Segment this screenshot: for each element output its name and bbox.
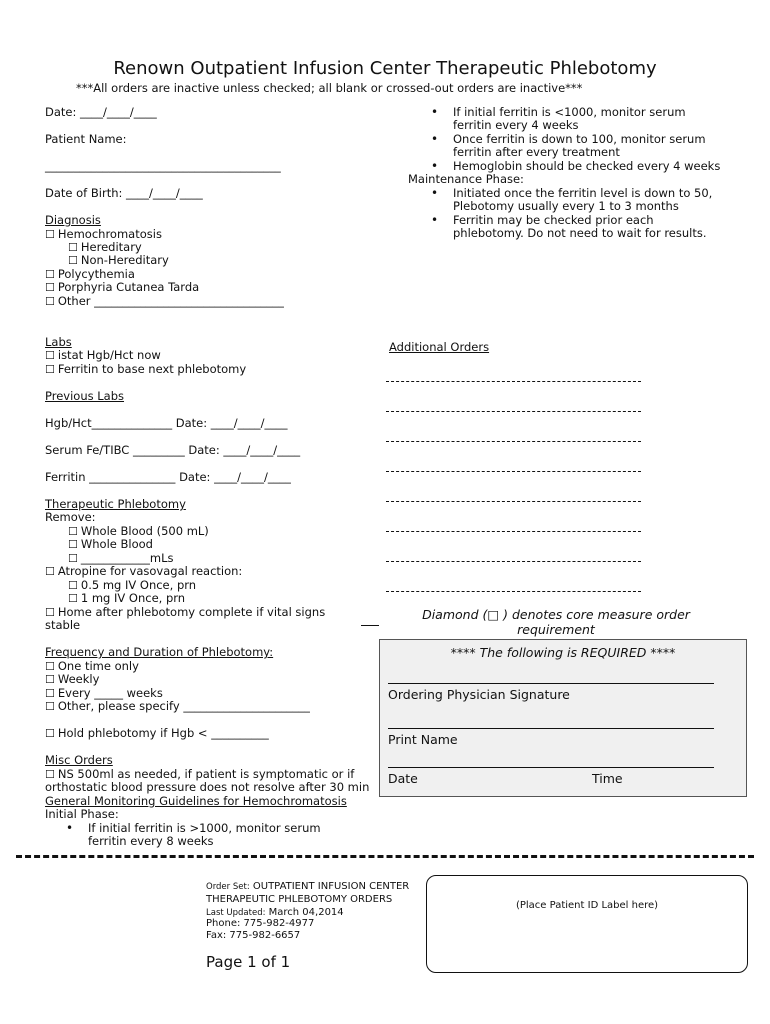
dashed-separator <box>16 855 754 858</box>
list-item: • If initial ferritin is >1000, monitor serum ferritin every 8 weeks <box>62 822 362 849</box>
therapeutic-heading: Therapeutic Phlebotomy <box>45 497 186 511</box>
option-label: Other _________________________________ <box>57 294 284 308</box>
checkbox-icon[interactable]: ☐ <box>45 687 55 700</box>
patient-label-box <box>426 875 748 973</box>
option-label: Whole Blood (500 mL) <box>80 524 209 538</box>
last-updated-value: March 04,2014 <box>268 907 344 918</box>
list-item: • Once ferritin is down to 100, monitor serum ferritin after every treatment <box>427 133 727 160</box>
checkbox-icon[interactable]: ☐ <box>45 768 55 781</box>
patient-name-field[interactable]: _________________________________________ <box>45 159 281 173</box>
option-label: istat Hgb/Hct now <box>57 348 161 362</box>
option-label: Atropine for vasovagal reaction: <box>57 564 243 578</box>
additional-orders-heading: Additional Orders <box>389 340 490 354</box>
checkbox-icon[interactable]: ☐ <box>45 565 55 578</box>
istat-option[interactable] <box>45 349 161 362</box>
option-label: Porphyria Cutanea Tarda <box>57 280 200 294</box>
checkbox-icon[interactable]: ☐ <box>45 660 55 673</box>
option-label: Weekly <box>57 672 100 686</box>
page-title: Renown Outpatient Infusion Center Therapeutic Phlebotomy <box>113 58 657 79</box>
checkbox-icon[interactable]: ☐ <box>45 606 55 619</box>
checkbox-icon[interactable]: ☐ <box>45 727 55 740</box>
signature-label: Ordering Physician Signature <box>388 687 570 702</box>
checkbox-icon[interactable]: ☐ <box>68 552 78 565</box>
diagnosis-heading: Diagnosis <box>45 213 101 227</box>
checkbox-icon[interactable]: ☐ <box>45 281 55 294</box>
date-label: Date <box>388 771 418 786</box>
maintenance-phase-label: Maintenance Phase: <box>408 172 524 186</box>
additional-order-line[interactable] <box>386 471 641 472</box>
list-item: • Hemoglobin should be checked every 4 weeks <box>427 160 727 173</box>
initial-phase-list <box>62 822 362 849</box>
print-name-line[interactable] <box>388 728 714 729</box>
frequency-heading: Frequency and Duration of Phlebotomy: <box>45 645 274 659</box>
checkbox-icon[interactable]: ☐ <box>45 363 55 376</box>
print-name-label: Print Name <box>388 732 458 747</box>
checkbox-icon[interactable]: ☐ <box>68 525 78 538</box>
weekly-option[interactable] <box>45 673 99 686</box>
time-label: Time <box>592 771 623 786</box>
dob-field[interactable]: Date of Birth: ____/____/____ <box>45 186 203 200</box>
option-label: ____________mLs <box>80 551 174 565</box>
checkbox-icon[interactable]: ☐ <box>45 268 55 281</box>
date-time-line[interactable] <box>388 767 714 768</box>
phone: Phone: 775-982-4977 <box>206 918 315 929</box>
option-label: Whole Blood <box>80 537 153 551</box>
checkbox-icon[interactable]: ☐ <box>68 579 78 592</box>
non-hereditary-option[interactable] <box>68 254 169 267</box>
monitoring-heading: General Monitoring Guidelines for Hemochromatosis <box>45 794 347 808</box>
additional-order-line[interactable] <box>386 501 641 502</box>
other-frequency-option[interactable] <box>45 700 310 713</box>
checkbox-icon[interactable]: ☐ <box>68 241 78 254</box>
page-number: Page 1 of 1 <box>206 953 291 971</box>
option-label: Hold phlebotomy if Hgb < __________ <box>57 726 269 740</box>
option-label: One time only <box>57 659 139 673</box>
option-label: Hereditary <box>80 240 142 254</box>
option-label: Every _____ weeks <box>57 686 163 700</box>
checkbox-icon[interactable]: ☐ <box>68 538 78 551</box>
required-heading: **** The following is REQUIRED **** <box>450 645 676 660</box>
labs-heading: Labs <box>45 335 72 349</box>
last-updated-label: Last Updated: <box>206 908 266 918</box>
initial-phase-label: Initial Phase: <box>45 807 119 821</box>
list-item: • Initiated once the ferritin level is down to 50, Plebotomy usually every 1 to 3 months <box>427 187 727 214</box>
diamond-note: Diamond (□ ) denotes core measure order <box>422 607 690 622</box>
order-set <box>206 880 409 894</box>
ns-continuation: orthostatic blood pressure does not resolve after 30 min <box>45 780 370 794</box>
ferritin-base-option[interactable] <box>45 363 246 376</box>
date-field[interactable]: Date: ____/____/____ <box>45 105 157 119</box>
option-label: NS 500ml as needed, if patient is symptomatic or if <box>57 767 355 781</box>
additional-order-line[interactable] <box>386 381 641 382</box>
divider <box>361 625 379 626</box>
whole-blood-option[interactable] <box>68 538 153 551</box>
required-signature-box <box>379 639 747 797</box>
misc-heading: Misc Orders <box>45 753 113 767</box>
other-diagnosis-option[interactable] <box>45 295 284 308</box>
fax: Fax: 775-982-6657 <box>206 930 301 941</box>
previous-labs-heading: Previous Labs <box>45 389 125 403</box>
option-label: Other, please specify ______________________ <box>57 699 310 713</box>
additional-order-line[interactable] <box>386 441 641 442</box>
hgb-hct-field[interactable]: Hgb/Hct______________ Date: ____/____/____ <box>45 416 288 430</box>
option-label: 1 mg IV Once, prn <box>80 591 186 605</box>
option-label: Non-Hereditary <box>80 253 169 267</box>
additional-order-line[interactable] <box>386 561 641 562</box>
checkbox-icon[interactable]: ☐ <box>45 673 55 686</box>
checkbox-icon[interactable]: ☐ <box>68 254 78 267</box>
checkbox-icon[interactable]: ☐ <box>45 295 55 308</box>
page-subtitle: ***All orders are inactive unless checked; all blank or crossed-out orders are inactive*** <box>76 81 583 95</box>
checkbox-icon[interactable]: ☐ <box>68 592 78 605</box>
option-label: 0.5 mg IV Once, prn <box>80 578 197 592</box>
order-set-value: OUTPATIENT INFUSION CENTER <box>252 881 410 892</box>
additional-order-line[interactable] <box>386 531 641 532</box>
additional-order-line[interactable] <box>386 411 641 412</box>
porphyria-option[interactable] <box>45 281 199 294</box>
hold-phlebotomy-option[interactable] <box>45 727 269 740</box>
checkbox-icon[interactable]: ☐ <box>45 349 55 362</box>
checkbox-icon[interactable]: ☐ <box>45 228 55 241</box>
initial-phase-list-cont <box>427 106 727 173</box>
list-item: • If initial ferritin is <1000, monitor serum ferritin every 4 weeks <box>427 106 727 133</box>
option-label: Polycythemia <box>57 267 135 281</box>
additional-order-line[interactable] <box>386 591 641 592</box>
home-after-continuation: stable <box>45 618 81 632</box>
serum-fe-field[interactable]: Serum Fe/TIBC _________ Date: ____/____/____ <box>45 443 301 457</box>
maintenance-phase-list <box>427 187 727 241</box>
home-after-option[interactable] <box>45 606 325 619</box>
signature-line[interactable] <box>388 683 714 684</box>
dose-1-option[interactable] <box>68 592 185 605</box>
order-set-label: Order Set: <box>206 882 250 892</box>
ferritin-field[interactable]: Ferritin _______________ Date: ____/____/____ <box>45 470 291 484</box>
option-label: Hemochromatosis <box>57 227 162 241</box>
option-label: Ferritin to base next phlebotomy <box>57 362 247 376</box>
checkbox-icon[interactable]: ☐ <box>45 700 55 713</box>
list-item: • Ferritin may be checked prior each phlebotomy. Do not need to wait for results. <box>427 214 727 241</box>
patient-label-text: (Place Patient ID Label here) <box>515 900 659 911</box>
order-set-continuation: THERAPEUTIC PHLEBOTOMY ORDERS <box>206 894 393 905</box>
atropine-option[interactable] <box>45 565 242 578</box>
option-label: Home after phlebotomy complete if vital signs <box>57 605 326 619</box>
remove-label: Remove: <box>45 510 96 524</box>
diamond-note-continuation: requirement <box>517 622 595 637</box>
patient-name-label: Patient Name: <box>45 132 127 146</box>
